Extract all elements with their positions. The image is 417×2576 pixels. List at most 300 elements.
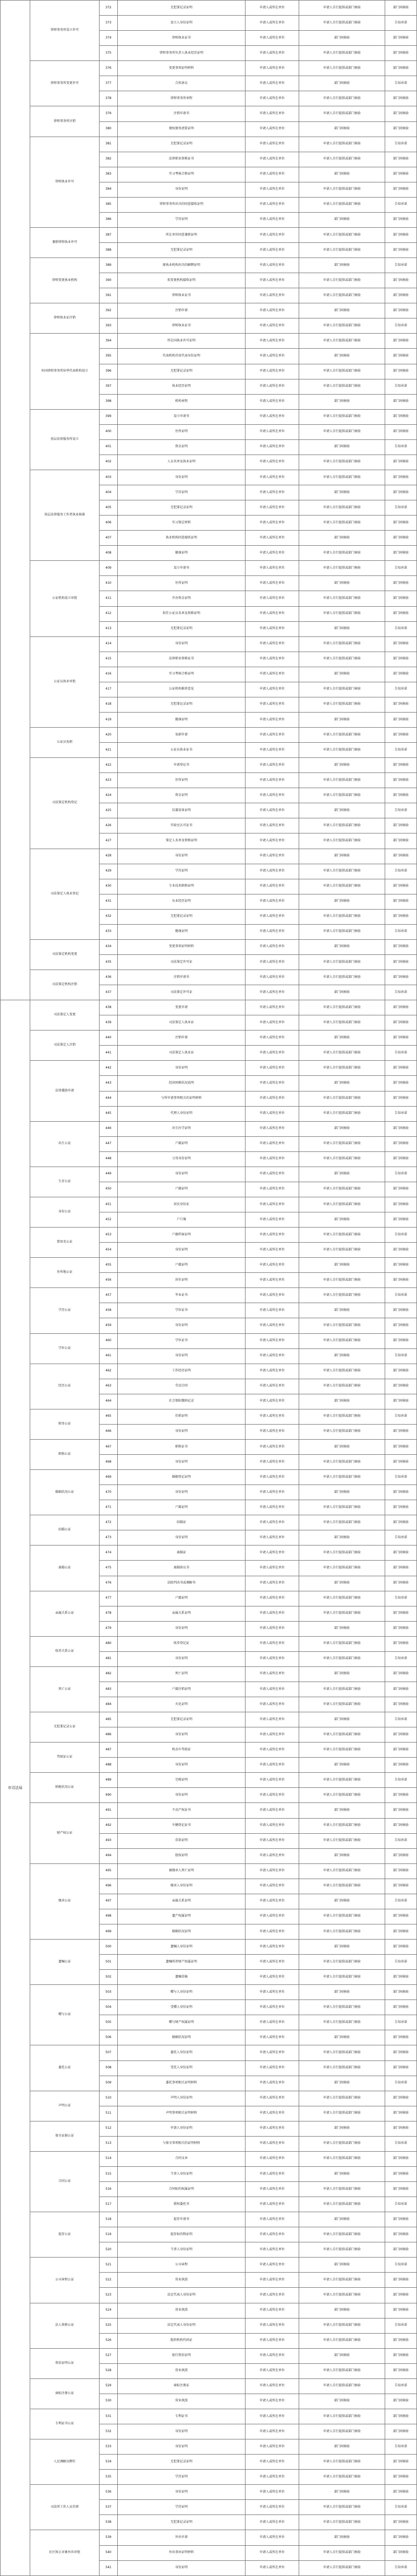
item-name-cell: 经历公证 xyxy=(30,1364,100,1409)
row-number-cell: 431 xyxy=(100,894,118,909)
material-cell: 代表机构首席代表身份证明 xyxy=(118,349,246,364)
method-cell: 申请人自行提供或部门核验 xyxy=(299,1863,385,1879)
issuer-cell: 申请人或所在单位 xyxy=(246,1924,299,1939)
row-number-cell: 439 xyxy=(100,1015,118,1031)
row-number-cell: 449 xyxy=(100,1167,118,1182)
item-name-cell: 司法鉴定人注销 xyxy=(30,1031,100,1061)
remark-cell: 部门间核验 xyxy=(385,1076,417,1091)
issuer-cell: 申请人或所在单位 xyxy=(246,2515,299,2530)
method-cell: 部门间核验 xyxy=(299,667,385,682)
remark-cell: 部门间核验 xyxy=(385,1970,417,1985)
issuer-cell: 申请人或所在单位 xyxy=(246,1863,299,1879)
method-cell: 申请人自行提供或部门核验 xyxy=(299,137,385,152)
material-cell: 设立申请书 xyxy=(118,409,246,424)
item-name-cell: 职务公证 xyxy=(30,1409,100,1439)
material-cell: 身份证明 xyxy=(118,1167,246,1182)
material-cell: 设立申请书 xyxy=(118,561,246,576)
remark-cell: 部门间核验 xyxy=(385,1545,417,1561)
table-row xyxy=(1,1803,417,1818)
table-row xyxy=(1,970,417,985)
table-row xyxy=(1,636,417,652)
issuer-cell: 申请人或所在单位 xyxy=(246,470,299,485)
remark-cell: 部门间核验 xyxy=(385,1909,417,1924)
material-cell: 开办资金证明 xyxy=(118,591,246,606)
issuer-cell: 申请人或所在单位 xyxy=(246,1636,299,1651)
table-row xyxy=(1,2439,417,2455)
material-cell: 身份证明 xyxy=(118,2439,246,2455)
material-cell: 律师执业证书 xyxy=(118,318,246,334)
row-number-cell: 395 xyxy=(100,349,118,364)
row-number-cell: 424 xyxy=(100,788,118,803)
material-cell: 与所申请事项相关的证明材料 xyxy=(118,1091,246,1106)
material-cell: 身份证明 xyxy=(118,470,246,485)
material-cell: 遗产权属证明 xyxy=(118,1909,246,1924)
row-number-cell: 517 xyxy=(100,2197,118,2212)
table-row xyxy=(1,1743,417,1758)
method-cell: 部门间核验 xyxy=(299,1985,385,2000)
method-cell: 部门间核验 xyxy=(299,531,385,546)
row-number-cell: 429 xyxy=(100,864,118,879)
issuer-cell: 申请人或所在单位 xyxy=(246,1182,299,1197)
issuer-cell: 申请人或所在单位 xyxy=(246,1727,299,1743)
table-row xyxy=(1,2212,417,2227)
row-number-cell: 534 xyxy=(100,2455,118,2470)
material-cell: 法院判决书或调解书 xyxy=(118,1576,246,1591)
remark-cell: 部门间核验 xyxy=(385,1015,417,1031)
method-cell: 部门间核验 xyxy=(299,2258,385,2273)
row-number-cell: 381 xyxy=(100,137,118,152)
row-number-cell: 443 xyxy=(100,1076,118,1091)
method-cell: 申请人自行提供或部门核验 xyxy=(299,682,385,697)
remark-cell: 部门间核验 xyxy=(385,288,417,303)
row-number-cell: 457 xyxy=(100,1288,118,1303)
method-cell: 部门间核验 xyxy=(299,1348,385,1364)
method-cell: 申请人自行提供或部门核验 xyxy=(299,46,385,61)
issuer-cell: 申请人或所在单位 xyxy=(246,2000,299,2015)
method-cell: 申请人自行提供或部门核验 xyxy=(299,197,385,212)
method-cell: 申请人自行提供或部门核验 xyxy=(299,561,385,576)
row-number-cell: 504 xyxy=(100,2000,118,2015)
row-number-cell: 428 xyxy=(100,849,118,864)
row-number-cell: 506 xyxy=(100,2030,118,2045)
issuer-cell: 申请人或所在单位 xyxy=(246,2015,299,2030)
method-cell: 申请人自行提供或部门核验 xyxy=(299,2455,385,2470)
table-row xyxy=(1,1258,417,1273)
table-row xyxy=(1,1288,417,1303)
issuer-cell: 申请人或所在单位 xyxy=(246,1894,299,1909)
issuer-cell: 申请人或所在单位 xyxy=(246,2091,299,2106)
material-cell: 所在单位同意兼职证明 xyxy=(118,227,246,242)
row-number-cell: 432 xyxy=(100,909,118,924)
remark-cell: 部门间核验 xyxy=(385,455,417,470)
method-cell: 申请人自行提供或部门核验 xyxy=(299,1924,385,1939)
remark-cell: 部门间核验 xyxy=(385,227,417,242)
material-cell: 存款证明 xyxy=(118,1833,246,1848)
method-cell: 申请人自行提供或部门核验 xyxy=(299,1743,385,1758)
remark-cell: 告知承诺 xyxy=(385,1228,417,1243)
issuer-cell: 申请人或所在单位 xyxy=(246,818,299,833)
remark-cell: 部门间核验 xyxy=(385,1197,417,1212)
material-cell: 继承人身份证明 xyxy=(118,1879,246,1894)
row-number-cell: 403 xyxy=(100,470,118,485)
remark-cell: 部门间核验 xyxy=(385,2515,417,2530)
method-cell: 申请人自行提供或部门核验 xyxy=(299,2091,385,2106)
row-number-cell: 434 xyxy=(100,939,118,954)
material-cell: 注销申请书 xyxy=(118,970,246,985)
method-cell: 申请人自行提供或部门核验 xyxy=(299,1000,385,1015)
item-name-cell: 赠与公证 xyxy=(30,1985,100,2045)
issuer-cell: 申请人或所在单位 xyxy=(246,970,299,985)
method-cell: 部门间核验 xyxy=(299,258,385,273)
method-cell: 部门间核验 xyxy=(299,394,385,409)
issuer-cell: 申请人或所在单位 xyxy=(246,1833,299,1848)
remark-cell: 部门间核验 xyxy=(385,1863,417,1879)
remark-cell: 部门间核验 xyxy=(385,516,417,531)
table-row xyxy=(1,1940,417,1955)
remark-cell: 部门间核验 xyxy=(385,1151,417,1167)
remark-cell: 部门间核验 xyxy=(385,1243,417,1258)
method-cell: 申请人自行提供或部门核验 xyxy=(299,818,385,833)
method-cell: 部门间核验 xyxy=(299,849,385,864)
method-cell: 申请人自行提供或部门核验 xyxy=(299,788,385,803)
issuer-cell: 申请人或所在单位 xyxy=(246,2242,299,2258)
table-row xyxy=(1,1439,417,1454)
material-cell: 委托人身份证明 xyxy=(118,2045,246,2060)
method-cell: 部门间核验 xyxy=(299,803,385,818)
material-cell: 户籍证明 xyxy=(118,1500,246,1515)
method-cell: 申请人自行提供或部门核验 xyxy=(299,970,385,985)
issuer-cell: 申请人或所在单位 xyxy=(246,788,299,803)
method-cell: 申请人自行提供或部门核验 xyxy=(299,409,385,424)
issuer-cell: 申请人或所在单位 xyxy=(246,1,299,16)
row-number-cell: 451 xyxy=(100,1197,118,1212)
remark-cell: 部门间核验 xyxy=(385,1,417,16)
row-number-cell: 518 xyxy=(100,2212,118,2227)
method-cell: 申请人自行提供或部门核验 xyxy=(299,2136,385,2151)
remark-cell: 部门间核验 xyxy=(385,1485,417,1500)
issuer-cell: 申请人或所在单位 xyxy=(246,2409,299,2424)
row-number-cell: 525 xyxy=(100,2318,118,2333)
row-number-cell: 452 xyxy=(100,1212,118,1228)
method-cell: 申请人自行提供或部门核验 xyxy=(299,2015,385,2030)
row-number-cell: 405 xyxy=(100,500,118,516)
method-cell: 申请人自行提供或部门核验 xyxy=(299,636,385,652)
table-row xyxy=(1,2409,417,2424)
issuer-cell: 申请人或所在单位 xyxy=(246,1818,299,1833)
method-cell: 申请人自行提供或部门核验 xyxy=(299,379,385,394)
method-cell: 部门间核验 xyxy=(299,1530,385,1545)
row-number-cell: 476 xyxy=(100,1576,118,1591)
material-cell: 变更事项证明材料 xyxy=(118,939,246,954)
remark-cell: 部门间核验 xyxy=(385,818,417,833)
row-number-cell: 488 xyxy=(100,1758,118,1773)
issuer-cell: 申请人或所在单位 xyxy=(246,1228,299,1243)
issuer-cell: 申请人或所在单位 xyxy=(246,455,299,470)
row-number-cell: 398 xyxy=(100,394,118,409)
issuer-cell: 申请人或所在单位 xyxy=(246,31,299,46)
item-name-cell: 律师事务所变更许可 xyxy=(30,61,100,106)
remark-cell: 告知承诺 xyxy=(385,1773,417,1788)
row-number-cell: 507 xyxy=(100,2045,118,2060)
row-number-cell: 469 xyxy=(100,1470,118,1485)
issuer-cell: 申请人或所在单位 xyxy=(246,2318,299,2333)
item-name-cell: 出生公证 xyxy=(30,1121,100,1167)
material-cell: 学历证明 xyxy=(118,2500,246,2515)
table-row xyxy=(1,1121,417,1136)
method-cell: 部门间核验 xyxy=(299,167,385,182)
material-cell: 机构章程 xyxy=(118,394,246,409)
row-number-cell: 423 xyxy=(100,773,118,788)
method-cell: 部门间核验 xyxy=(299,1758,385,1773)
issuer-cell: 申请人或所在单位 xyxy=(246,258,299,273)
issuer-cell: 申请人或所在单位 xyxy=(246,2424,299,2439)
remark-cell: 部门间核验 xyxy=(385,2121,417,2136)
remark-cell: 部门间核验 xyxy=(385,273,417,288)
method-cell: 部门间核验 xyxy=(299,2076,385,2091)
remark-cell: 部门间核验 xyxy=(385,879,417,894)
method-cell: 申请人自行提供或部门核验 xyxy=(299,833,385,849)
row-number-cell: 500 xyxy=(100,1940,118,1955)
issuer-cell: 申请人或所在单位 xyxy=(246,833,299,849)
row-number-cell: 373 xyxy=(100,16,118,31)
row-number-cell: 482 xyxy=(100,1666,118,1682)
method-cell: 申请人自行提供或部门核验 xyxy=(299,1091,385,1106)
issuer-cell: 申请人或所在单位 xyxy=(246,2136,299,2151)
remark-cell: 告知承诺 xyxy=(385,1288,417,1303)
row-number-cell: 401 xyxy=(100,439,118,455)
table-row xyxy=(1,1031,417,1046)
method-cell: 申请人自行提供或部门核验 xyxy=(299,2333,385,2348)
row-number-cell: 509 xyxy=(100,2076,118,2091)
issuer-cell: 申请人或所在单位 xyxy=(246,2258,299,2273)
method-cell: 申请人自行提供或部门核验 xyxy=(299,61,385,76)
table-row xyxy=(1,2151,417,2166)
method-cell: 部门间核验 xyxy=(299,1621,385,1636)
table-row xyxy=(1,2091,417,2106)
material-cell: 注销申请 xyxy=(118,303,246,318)
issuer-cell: 申请人或所在单位 xyxy=(246,1015,299,1031)
method-cell: 申请人自行提供或部门核验 xyxy=(299,424,385,439)
row-number-cell: 383 xyxy=(100,167,118,182)
method-cell: 申请人自行提供或部门核验 xyxy=(299,2545,385,2560)
issuer-cell: 申请人或所在单位 xyxy=(246,561,299,576)
method-cell: 申请人自行提供或部门核验 xyxy=(299,227,385,242)
item-name-cell: 纳税状况公证 xyxy=(30,1773,100,1803)
row-number-cell: 422 xyxy=(100,758,118,773)
row-number-cell: 441 xyxy=(100,1046,118,1061)
table-row xyxy=(1,2530,417,2545)
remark-cell: 部门间核验 xyxy=(385,1788,417,1803)
issuer-cell: 申请人或所在单位 xyxy=(246,2106,299,2121)
method-cell: 申请人自行提供或部门核验 xyxy=(299,152,385,167)
row-number-cell: 505 xyxy=(100,2015,118,2030)
material-cell: 户籍证明 xyxy=(118,1258,246,1273)
row-number-cell: 541 xyxy=(100,2560,118,2575)
remark-cell: 告知承诺 xyxy=(385,2136,417,2151)
row-number-cell: 418 xyxy=(100,697,118,712)
row-number-cell: 407 xyxy=(100,531,118,546)
remark-cell: 部门间核验 xyxy=(385,833,417,849)
method-cell: 部门间核验 xyxy=(299,1258,385,1273)
material-cell: 离婚证 xyxy=(118,1545,246,1561)
material-cell: 身份证明 xyxy=(118,182,246,197)
issuer-cell: 申请人或所在单位 xyxy=(246,1394,299,1409)
material-cell: 身份证明 xyxy=(118,1530,246,1545)
material-cell: 身份证明 xyxy=(118,1348,246,1364)
row-number-cell: 435 xyxy=(100,954,118,970)
remark-cell: 告知承诺 xyxy=(385,2197,417,2212)
material-cell: 股权证明 xyxy=(118,1848,246,1863)
material-cell: 法定代表人身份证明 xyxy=(118,2318,246,2333)
material-cell: 健康证明 xyxy=(118,712,246,727)
table-row xyxy=(1,1712,417,1727)
table-row xyxy=(1,2303,417,2318)
remark-cell: 告知承诺 xyxy=(385,2560,417,2575)
method-cell: 申请人自行提供或部门核验 xyxy=(299,2227,385,2242)
issuer-cell: 申请人或所在单位 xyxy=(246,1046,299,1061)
remark-cell: 部门间核验 xyxy=(385,2106,417,2121)
material-cell: 拟变更机构接收证明 xyxy=(118,273,246,288)
method-cell: 部门间核验 xyxy=(299,31,385,46)
row-number-cell: 470 xyxy=(100,1485,118,1500)
method-cell: 申请人自行提供或部门核验 xyxy=(299,1151,385,1167)
method-cell: 部门间核验 xyxy=(299,212,385,227)
item-name-cell: 提存公证 xyxy=(30,2212,100,2258)
row-number-cell: 397 xyxy=(100,379,118,394)
material-cell: 户籍证明 xyxy=(118,1136,246,1151)
row-number-cell: 522 xyxy=(100,2273,118,2288)
table-row xyxy=(1,758,417,773)
material-cell: 身份证明 xyxy=(118,849,246,864)
issuer-cell: 申请人或所在单位 xyxy=(246,652,299,667)
row-number-cell: 537 xyxy=(100,2500,118,2515)
material-cell: 车辆登记证书 xyxy=(118,1818,246,1833)
item-name-cell: 法人资格公证 xyxy=(30,2303,100,2348)
method-cell: 部门间核验 xyxy=(299,1894,385,1909)
table-row xyxy=(1,1515,417,1530)
method-cell: 申请人自行提供或部门核验 xyxy=(299,1879,385,1894)
remark-cell: 部门间核验 xyxy=(385,1318,417,1333)
row-number-cell: 494 xyxy=(100,1848,118,1863)
method-cell: 申请人自行提供或部门核验 xyxy=(299,500,385,516)
issuer-cell: 申请人或所在单位 xyxy=(246,924,299,939)
method-cell: 部门间核验 xyxy=(299,1031,385,1046)
material-cell: 合伙协议 xyxy=(118,76,246,91)
item-name-cell: 身份公证 xyxy=(30,1197,100,1227)
item-name-cell: 资信证明公证 xyxy=(30,2348,100,2378)
remark-cell: 部门间核验 xyxy=(385,1439,417,1454)
row-number-cell: 390 xyxy=(100,273,118,288)
row-number-cell: 453 xyxy=(100,1228,118,1243)
material-cell: 营业执照 xyxy=(118,2273,246,2288)
material-cell: 健康证明 xyxy=(118,924,246,939)
method-cell: 申请人自行提供或部门核验 xyxy=(299,243,385,258)
row-number-cell: 393 xyxy=(100,318,118,334)
remark-cell: 部门间核验 xyxy=(385,1940,417,1955)
item-name-cell: 社区矫正对象外出审批 xyxy=(30,2530,100,2575)
row-number-cell: 487 xyxy=(100,1743,118,1758)
method-cell: 部门间核验 xyxy=(299,2439,385,2455)
material-cell: 遗嘱草稿 xyxy=(118,1970,246,1985)
remark-cell: 部门间核验 xyxy=(385,1727,417,1743)
material-cell: 声明事项相关证明材料 xyxy=(118,2106,246,2121)
issuer-cell: 申请人或所在单位 xyxy=(246,303,299,318)
table-row xyxy=(1,2485,417,2500)
method-cell: 申请人自行提供或部门核验 xyxy=(299,591,385,606)
method-cell: 申请人自行提供或部门核验 xyxy=(299,954,385,970)
remark-cell: 部门间核验 xyxy=(385,1455,417,1470)
row-number-cell: 524 xyxy=(100,2303,118,2318)
row-number-cell: 456 xyxy=(100,1273,118,1288)
method-cell: 部门间核验 xyxy=(299,2485,385,2500)
material-cell: 婚姻状况证明 xyxy=(118,1924,246,1939)
issuer-cell: 申请人或所在单位 xyxy=(246,2455,299,2470)
remark-cell: 告知承诺 xyxy=(385,803,417,818)
table-row xyxy=(1,137,417,152)
remark-cell: 部门间核验 xyxy=(385,409,417,424)
remark-cell: 部门间核验 xyxy=(385,1985,417,2000)
material-cell: 从业经历证明 xyxy=(118,894,246,909)
material-cell: 律师执业证书 xyxy=(118,288,246,303)
issuer-cell: 申请人或所在单位 xyxy=(246,2378,299,2394)
remark-cell: 部门间核验 xyxy=(385,424,417,439)
material-cell: 外出事由证明材料 xyxy=(118,2545,246,2560)
issuer-cell: 申请人或所在单位 xyxy=(246,636,299,652)
row-number-cell: 486 xyxy=(100,1727,118,1743)
remark-cell: 部门间核验 xyxy=(385,2409,417,2424)
item-name-cell: 结婚公证 xyxy=(30,1515,100,1545)
material-cell: 设立人身份证明 xyxy=(118,16,246,31)
issuer-cell: 申请人或所在单位 xyxy=(246,2212,299,2227)
material-cell: 法定代表人身份证明 xyxy=(118,2288,246,2303)
remark-cell: 部门间核验 xyxy=(385,212,417,227)
row-number-cell: 377 xyxy=(100,76,118,91)
issuer-cell: 申请人或所在单位 xyxy=(246,621,299,636)
remark-cell: 部门间核验 xyxy=(385,2212,417,2227)
material-cell: 债权债务清算证明 xyxy=(118,121,246,137)
row-number-cell: 511 xyxy=(100,2106,118,2121)
material-cell: 机动车驾驶证 xyxy=(118,1743,246,1758)
row-number-cell: 468 xyxy=(100,1455,118,1470)
row-number-cell: 391 xyxy=(100,288,118,303)
method-cell: 申请人自行提供或部门核验 xyxy=(299,924,385,939)
material-cell: 居民身份证 xyxy=(118,1197,246,1212)
material-cell: 任职证明 xyxy=(118,1409,246,1424)
issuer-cell: 申请人或所在单位 xyxy=(246,1500,299,1515)
remark-cell: 部门间核验 xyxy=(385,1500,417,1515)
material-cell: 司法鉴定许可证 xyxy=(118,954,246,970)
remark-cell: 部门间核验 xyxy=(385,470,417,485)
item-name-cell: 死亡公证 xyxy=(30,1666,100,1712)
row-number-cell: 382 xyxy=(100,152,118,167)
issuer-cell: 申请人或所在单位 xyxy=(246,1348,299,1364)
material-cell: 司法鉴定人执业证 xyxy=(118,1046,246,1061)
issuer-cell: 申请人或所在单位 xyxy=(246,182,299,197)
issuer-cell: 申请人或所在单位 xyxy=(246,894,299,909)
remark-cell: 部门间核验 xyxy=(385,1848,417,1863)
remark-cell: 告知承诺 xyxy=(385,985,417,1000)
row-number-cell: 527 xyxy=(100,2348,118,2363)
issuer-cell: 申请人或所在单位 xyxy=(246,334,299,349)
issuer-cell: 申请人或所在单位 xyxy=(246,2348,299,2363)
row-number-cell: 528 xyxy=(100,2363,118,2378)
material-cell: 无犯罪记录证明 xyxy=(118,364,246,379)
method-cell: 申请人自行提供或部门核验 xyxy=(299,2273,385,2288)
row-number-cell: 465 xyxy=(100,1409,118,1424)
issuer-cell: 申请人或所在单位 xyxy=(246,2030,299,2045)
issuer-cell: 申请人或所在单位 xyxy=(246,1303,299,1318)
item-name-cell: 律师事务所注销 xyxy=(30,106,100,137)
